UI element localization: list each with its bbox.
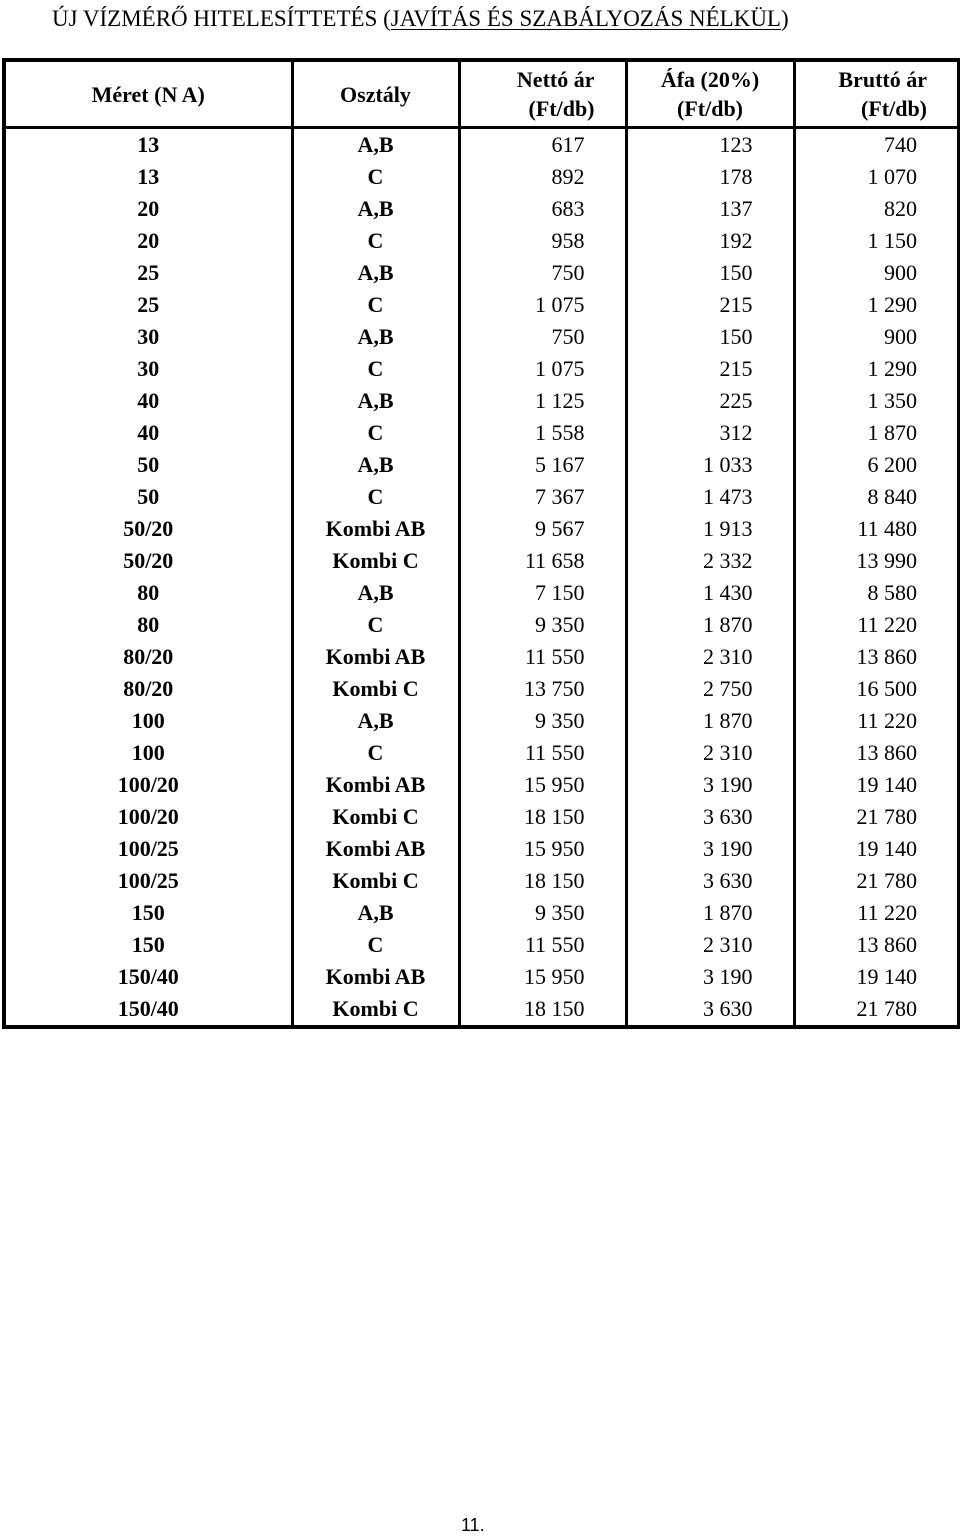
cell-vat: 215	[626, 289, 794, 321]
cell-class: C	[292, 161, 459, 193]
cell-net-price: 617	[459, 128, 626, 162]
cell-vat: 1 870	[626, 897, 794, 929]
cell-vat: 3 190	[626, 961, 794, 993]
cell-size: 25	[4, 289, 292, 321]
table-row	[4, 417, 959, 449]
cell-class: C	[292, 353, 459, 385]
cell-vat: 150	[626, 321, 794, 353]
cell-class: C	[292, 289, 459, 321]
table-row	[4, 673, 959, 705]
header-vat-line1: Áfa (20%)	[660, 67, 760, 92]
cell-size: 100	[4, 737, 292, 769]
cell-class: Kombi C	[292, 865, 459, 897]
cell-vat: 1 473	[626, 481, 794, 513]
cell-size: 40	[4, 385, 292, 417]
price-table	[2, 58, 960, 1029]
cell-vat: 312	[626, 417, 794, 449]
cell-size: 40	[4, 417, 292, 449]
cell-size: 13	[4, 161, 292, 193]
cell-size: 30	[4, 353, 292, 385]
cell-gross-price: 21 780	[794, 993, 959, 1027]
cell-size: 25	[4, 257, 292, 289]
table-row	[4, 609, 959, 641]
cell-size: 100/25	[4, 833, 292, 865]
cell-net-price: 9 567	[459, 513, 626, 545]
cell-net-price: 958	[459, 225, 626, 257]
cell-vat: 2 332	[626, 545, 794, 577]
cell-size: 50/20	[4, 513, 292, 545]
cell-vat: 192	[626, 225, 794, 257]
table-row	[4, 193, 959, 225]
cell-vat: 3 630	[626, 801, 794, 833]
header-vat-line2: (Ft/db)	[677, 96, 743, 121]
cell-gross-price: 1 290	[794, 353, 959, 385]
cell-vat: 123	[626, 128, 794, 162]
cell-gross-price: 8 840	[794, 481, 959, 513]
header-gross-price	[794, 60, 959, 128]
page-number: 11.	[461, 1515, 485, 1535]
cell-vat: 1 033	[626, 449, 794, 481]
cell-gross-price: 13 860	[794, 641, 959, 673]
cell-gross-price: 19 140	[794, 833, 959, 865]
cell-net-price: 892	[459, 161, 626, 193]
page-title-prefix: ÚJ VÍZMÉRŐ HITELESÍTTETÉS (	[52, 6, 391, 31]
cell-gross-price: 1 070	[794, 161, 959, 193]
cell-gross-price: 21 780	[794, 801, 959, 833]
cell-vat: 1 913	[626, 513, 794, 545]
header-class	[292, 60, 459, 128]
cell-net-price: 9 350	[459, 705, 626, 737]
header-net-line2: (Ft/db)	[528, 96, 595, 121]
page-title	[52, 4, 789, 34]
cell-vat: 2 750	[626, 673, 794, 705]
table-row	[4, 641, 959, 673]
header-gross-line1: Bruttó ár	[838, 67, 927, 92]
cell-net-price: 15 950	[459, 961, 626, 993]
header-net-line1: Nettó ár	[516, 67, 595, 92]
cell-gross-price: 900	[794, 257, 959, 289]
header-class-label: Osztály	[340, 81, 411, 107]
cell-size: 100/20	[4, 769, 292, 801]
cell-size: 20	[4, 225, 292, 257]
cell-gross-price: 1 150	[794, 225, 959, 257]
table-row	[4, 865, 959, 897]
cell-size: 150	[4, 897, 292, 929]
cell-class: Kombi AB	[292, 641, 459, 673]
cell-size: 80	[4, 609, 292, 641]
cell-net-price: 18 150	[459, 993, 626, 1027]
cell-net-price: 5 167	[459, 449, 626, 481]
table-row	[4, 257, 959, 289]
cell-class: A,B	[292, 321, 459, 353]
table-row	[4, 737, 959, 769]
cell-gross-price: 900	[794, 321, 959, 353]
cell-vat: 178	[626, 161, 794, 193]
cell-size: 50	[4, 449, 292, 481]
header-size	[4, 60, 292, 128]
cell-class: Kombi AB	[292, 961, 459, 993]
table-row	[4, 385, 959, 417]
cell-vat: 1 870	[626, 705, 794, 737]
table-row	[4, 577, 959, 609]
cell-size: 80	[4, 577, 292, 609]
cell-net-price: 11 658	[459, 545, 626, 577]
table-row	[4, 289, 959, 321]
cell-class: Kombi C	[292, 673, 459, 705]
cell-gross-price: 740	[794, 128, 959, 162]
cell-class: Kombi AB	[292, 769, 459, 801]
cell-net-price: 9 350	[459, 897, 626, 929]
table-header-row	[4, 60, 959, 128]
header-size-label: Méret (N A)	[91, 81, 205, 107]
page-title-suffix: )	[780, 6, 789, 31]
cell-class: Kombi C	[292, 801, 459, 833]
cell-class: A,B	[292, 449, 459, 481]
cell-class: A,B	[292, 897, 459, 929]
cell-gross-price: 13 860	[794, 929, 959, 961]
cell-size: 100	[4, 705, 292, 737]
cell-net-price: 1 075	[459, 289, 626, 321]
cell-net-price: 1 075	[459, 353, 626, 385]
table-body	[4, 128, 959, 1028]
cell-net-price: 750	[459, 321, 626, 353]
table-row	[4, 353, 959, 385]
cell-gross-price: 820	[794, 193, 959, 225]
table-row	[4, 833, 959, 865]
cell-gross-price: 8 580	[794, 577, 959, 609]
cell-vat: 1 430	[626, 577, 794, 609]
cell-class: C	[292, 417, 459, 449]
cell-size: 150	[4, 929, 292, 961]
cell-net-price: 18 150	[459, 801, 626, 833]
cell-class: Kombi AB	[292, 513, 459, 545]
cell-gross-price: 11 480	[794, 513, 959, 545]
cell-gross-price: 1 290	[794, 289, 959, 321]
table-row	[4, 513, 959, 545]
cell-size: 20	[4, 193, 292, 225]
cell-vat: 2 310	[626, 737, 794, 769]
table-row	[4, 225, 959, 257]
cell-class: C	[292, 609, 459, 641]
header-gross-line2: (Ft/db)	[861, 96, 927, 121]
cell-net-price: 7 150	[459, 577, 626, 609]
table-row	[4, 961, 959, 993]
table-row	[4, 929, 959, 961]
cell-net-price: 9 350	[459, 609, 626, 641]
cell-class: A,B	[292, 385, 459, 417]
header-vat	[626, 60, 794, 128]
cell-vat: 3 630	[626, 865, 794, 897]
cell-gross-price: 1 870	[794, 417, 959, 449]
table-row	[4, 769, 959, 801]
table-row	[4, 449, 959, 481]
cell-gross-price: 1 350	[794, 385, 959, 417]
cell-class: A,B	[292, 193, 459, 225]
cell-vat: 137	[626, 193, 794, 225]
cell-vat: 150	[626, 257, 794, 289]
cell-size: 150/40	[4, 961, 292, 993]
cell-class: Kombi C	[292, 993, 459, 1027]
cell-size: 13	[4, 128, 292, 162]
cell-gross-price: 11 220	[794, 897, 959, 929]
cell-vat: 215	[626, 353, 794, 385]
cell-net-price: 1 558	[459, 417, 626, 449]
cell-size: 30	[4, 321, 292, 353]
cell-size: 100/20	[4, 801, 292, 833]
header-net-price	[459, 60, 626, 128]
cell-class: A,B	[292, 577, 459, 609]
cell-vat: 225	[626, 385, 794, 417]
table-row	[4, 801, 959, 833]
cell-class: A,B	[292, 128, 459, 162]
cell-net-price: 11 550	[459, 641, 626, 673]
cell-gross-price: 6 200	[794, 449, 959, 481]
cell-class: C	[292, 481, 459, 513]
cell-class: A,B	[292, 705, 459, 737]
cell-gross-price: 11 220	[794, 609, 959, 641]
cell-net-price: 15 950	[459, 833, 626, 865]
cell-size: 50/20	[4, 545, 292, 577]
table-row	[4, 161, 959, 193]
cell-net-price: 11 550	[459, 737, 626, 769]
cell-size: 50	[4, 481, 292, 513]
table-row	[4, 321, 959, 353]
cell-class: C	[292, 929, 459, 961]
cell-gross-price: 19 140	[794, 961, 959, 993]
cell-size: 150/40	[4, 993, 292, 1027]
cell-class: C	[292, 737, 459, 769]
cell-class: A,B	[292, 257, 459, 289]
table-row	[4, 897, 959, 929]
cell-size: 80/20	[4, 673, 292, 705]
cell-net-price: 18 150	[459, 865, 626, 897]
cell-net-price: 11 550	[459, 929, 626, 961]
cell-vat: 1 870	[626, 609, 794, 641]
cell-size: 80/20	[4, 641, 292, 673]
cell-gross-price: 13 990	[794, 545, 959, 577]
cell-net-price: 13 750	[459, 673, 626, 705]
cell-vat: 2 310	[626, 929, 794, 961]
table-row	[4, 545, 959, 577]
cell-gross-price: 13 860	[794, 737, 959, 769]
page-title-underlined: JAVÍTÁS ÉS SZABÁLYOZÁS NÉLKÜL	[390, 6, 781, 31]
cell-class: Kombi C	[292, 545, 459, 577]
cell-size: 100/25	[4, 865, 292, 897]
cell-net-price: 15 950	[459, 769, 626, 801]
table-row	[4, 993, 959, 1027]
table-row	[4, 705, 959, 737]
cell-gross-price: 21 780	[794, 865, 959, 897]
table-row	[4, 128, 959, 162]
cell-net-price: 7 367	[459, 481, 626, 513]
cell-class: C	[292, 225, 459, 257]
cell-vat: 2 310	[626, 641, 794, 673]
cell-gross-price: 16 500	[794, 673, 959, 705]
cell-vat: 3 190	[626, 833, 794, 865]
cell-vat: 3 190	[626, 769, 794, 801]
cell-net-price: 1 125	[459, 385, 626, 417]
cell-class: Kombi AB	[292, 833, 459, 865]
cell-net-price: 750	[459, 257, 626, 289]
cell-gross-price: 11 220	[794, 705, 959, 737]
cell-net-price: 683	[459, 193, 626, 225]
table-row	[4, 481, 959, 513]
cell-gross-price: 19 140	[794, 769, 959, 801]
cell-vat: 3 630	[626, 993, 794, 1027]
